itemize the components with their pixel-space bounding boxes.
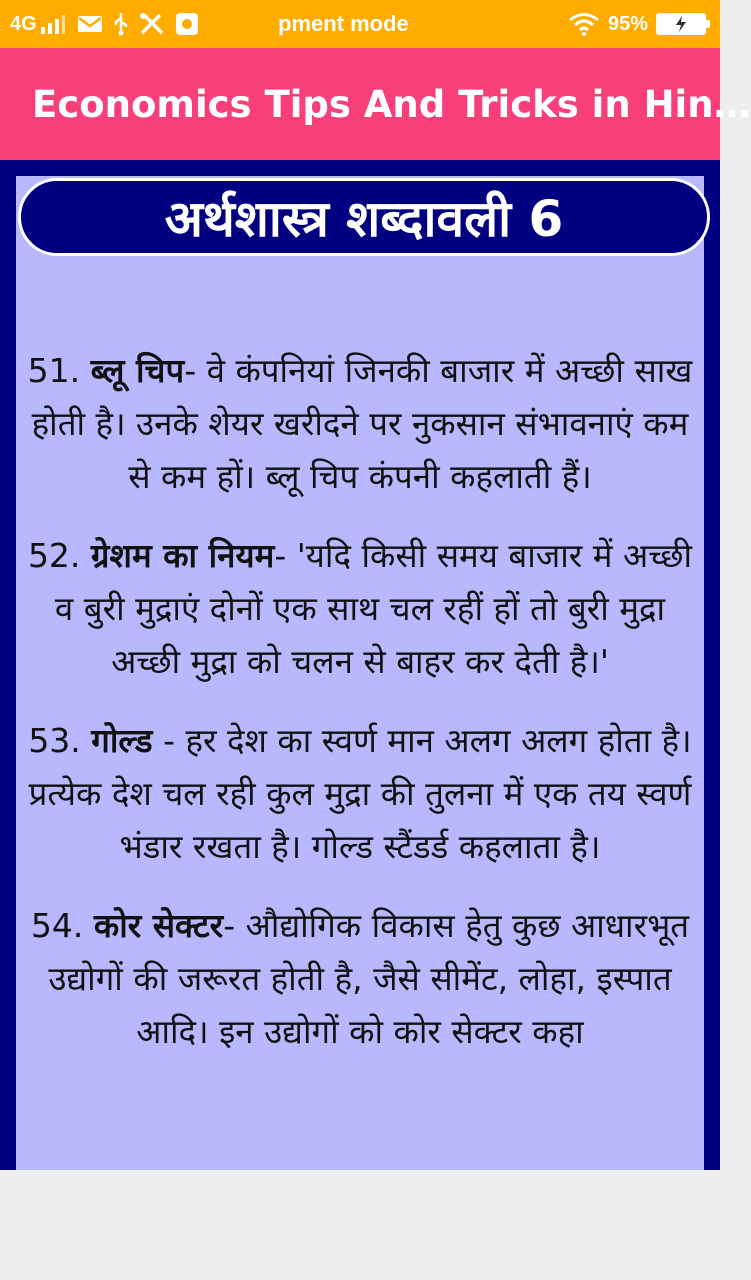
term-item-54 (16, 899, 704, 1058)
network-indicator (10, 13, 67, 36)
status-bar (0, 0, 720, 48)
wifi-icon (568, 12, 600, 36)
battery-icon (656, 13, 706, 35)
term-item-53 (16, 714, 704, 873)
battery-percent: 95% (607, 12, 648, 35)
term-description: - वे कंपनियां जिनकी बाजार में अच्छी साख होती है। उनके शेयर खरीदने पर नुकसान संभावनाएं कम से कम हों। ब्लू चिप कंपनी कहलाती हैं। (31, 351, 693, 496)
term-number: 52. (27, 536, 81, 575)
term-item-52 (16, 529, 704, 688)
tools-icon (139, 12, 165, 36)
usb-icon (113, 12, 129, 36)
term-description: - हर देश का स्वर्ण मान अलग अलग होता है। प्रत्येक देश चल रही कुल मुद्रा की तुलना में एक तय स्वर्ण भंडार रखता है। गोल्ड स्टैंडर्ड कहलाता है। (28, 721, 692, 866)
network-type-label: 4G (10, 12, 37, 35)
content-frame (0, 160, 720, 1170)
app-notification-icon (175, 12, 199, 36)
app-title: Economics Tips And Tricks in Hin… (32, 82, 751, 126)
term-word: ग्रेशम का नियम (90, 536, 275, 575)
term-description: - औद्योगिक विकास हेतु कुछ आधारभूत उद्योगों की जरूरत होती है, जैसे सीमेंट, लोहा, इस्पात आदि। इन उद्योगों को कोर सेक्टर कहा (48, 906, 690, 1051)
signal-icon (41, 14, 67, 34)
term-word: गोल्ड (91, 721, 153, 760)
mail-icon (77, 14, 103, 34)
term-description: - 'यदि किसी समय बाजार में अच्छी व बुरी मुद्राएं दोनों एक साथ चल रहीं हों तो बुरी मुद्रा अच्छी मुद्रा को चलन से बाहर कर देती है।' (54, 536, 693, 681)
term-item-51 (16, 344, 704, 503)
article-heading: अर्थशास्त्र शब्दावली 6 (164, 190, 564, 248)
article-panel (16, 176, 704, 1176)
term-number: 54. (30, 906, 84, 945)
article-heading-box (18, 178, 710, 256)
developer-mode-text: pment mode (278, 11, 409, 36)
term-number: 53. (28, 721, 81, 760)
term-number: 51. (27, 351, 81, 390)
app-bar (0, 48, 751, 160)
term-word: कोर सेक्टर (93, 906, 224, 945)
bottom-blank-area (0, 1170, 720, 1280)
term-word: ब्लू चिप (90, 351, 185, 390)
terms-list (16, 344, 704, 1084)
